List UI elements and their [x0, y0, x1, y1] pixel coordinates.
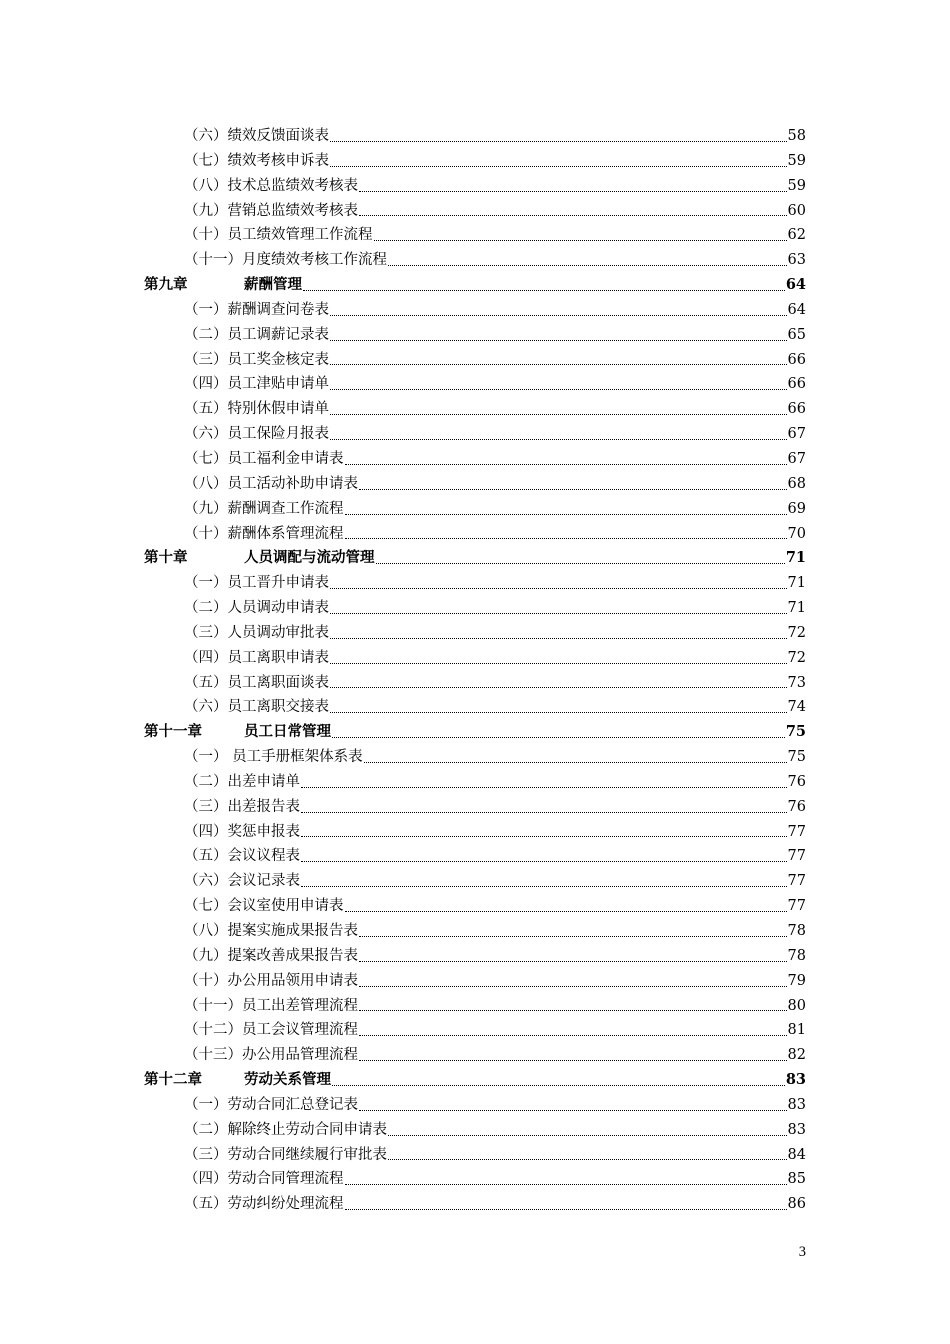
toc-page-number: 83	[787, 1121, 806, 1138]
toc-entry-label: （二）人员调动申请表	[184, 600, 329, 617]
dot-leader	[332, 1085, 785, 1086]
toc-entry-label: （一）薪酬调查问卷表	[184, 301, 329, 318]
toc-entry-row[interactable]	[144, 124, 806, 149]
dot-leader	[345, 538, 787, 539]
toc-entry-label: （八）技术总监绩效考核表	[184, 177, 358, 194]
toc-entry-row[interactable]	[144, 944, 806, 969]
toc-entry-row[interactable]	[144, 844, 806, 869]
toc-entry-label: （十二）员工会议管理流程	[184, 1022, 358, 1039]
toc-entry-row[interactable]	[144, 447, 806, 472]
toc-entry-row[interactable]	[144, 372, 806, 397]
toc-page-number: 69	[787, 500, 806, 517]
toc-entry-label: （三）人员调动审批表	[184, 624, 329, 641]
toc-entry-label: （六）员工保险月报表	[184, 426, 329, 443]
toc-entry-label: （三）劳动合同继续履行审批表	[184, 1146, 387, 1163]
toc-page-number: 75	[785, 723, 806, 741]
toc-entry-label: （四）员工津贴申请单	[184, 376, 329, 393]
toc-entry-row[interactable]	[144, 199, 806, 224]
toc-entry-row[interactable]	[144, 472, 806, 497]
dot-leader	[330, 613, 787, 614]
dot-leader	[301, 812, 787, 813]
toc-entry-row[interactable]	[144, 1043, 806, 1068]
toc-entry-row[interactable]	[144, 994, 806, 1019]
toc-chapter-row[interactable]	[144, 273, 806, 298]
page-number: 3	[798, 1244, 806, 1260]
dot-leader	[388, 1135, 787, 1136]
dot-leader	[345, 514, 787, 515]
dot-leader	[345, 1184, 787, 1185]
toc-page-number: 67	[787, 450, 806, 467]
dot-leader	[364, 762, 787, 763]
toc-entry-label: （九）营销总监绩效考核表	[184, 202, 358, 219]
toc-entry-row[interactable]	[144, 1093, 806, 1118]
toc-entry-row[interactable]	[144, 969, 806, 994]
toc-page-number: 66	[787, 401, 806, 418]
toc-page-number: 77	[787, 873, 806, 890]
toc-page-number: 70	[787, 525, 806, 542]
toc-entry-label: （六）会议记录表	[184, 873, 300, 890]
toc-entry-row[interactable]	[144, 348, 806, 373]
toc-page-number: 78	[787, 947, 806, 964]
dot-leader	[332, 737, 785, 738]
toc-page-number: 82	[787, 1047, 806, 1064]
toc-entry-label: （二）员工调薪记录表	[184, 326, 329, 343]
toc-entry-label: （五）员工离职面谈表	[184, 674, 329, 691]
dot-leader	[330, 340, 787, 341]
toc-page-number: 59	[787, 152, 806, 169]
dot-leader	[345, 911, 787, 912]
toc-entry-label: （二）出差申请单	[184, 773, 300, 790]
toc-entry-label: （十）员工绩效管理工作流程	[184, 227, 373, 244]
toc-entry-row[interactable]	[144, 869, 806, 894]
toc-entry-row[interactable]	[144, 571, 806, 596]
dot-leader	[388, 1159, 787, 1160]
dot-leader	[330, 439, 787, 440]
toc-entry-row[interactable]	[144, 695, 806, 720]
table-of-contents	[144, 124, 806, 1217]
toc-page-number: 64	[785, 276, 806, 294]
toc-entry-row[interactable]	[144, 621, 806, 646]
toc-chapter-title: 薪酬管理	[244, 276, 302, 294]
dot-leader	[303, 290, 785, 291]
toc-entry-row[interactable]	[144, 646, 806, 671]
dot-leader	[330, 166, 787, 167]
dot-leader	[301, 836, 787, 837]
toc-chapter-row[interactable]	[144, 720, 806, 745]
toc-page-number: 64	[787, 301, 806, 318]
toc-page-number: 59	[787, 177, 806, 194]
toc-page-number: 71	[785, 549, 806, 567]
toc-page-number: 77	[787, 898, 806, 915]
toc-entry-label: （八）员工活动补助申请表	[184, 475, 358, 492]
dot-leader	[330, 663, 787, 664]
dot-leader	[359, 961, 787, 962]
toc-page-number: 75	[787, 749, 806, 766]
toc-page-number: 65	[787, 326, 806, 343]
toc-entry-label: （六）绩效反馈面谈表	[184, 128, 329, 144]
toc-chapter-title: 人员调配与流动管理	[244, 549, 375, 567]
toc-page-number: 67	[787, 426, 806, 443]
toc-page-number: 66	[787, 351, 806, 368]
dot-leader	[359, 1110, 787, 1111]
toc-chapter-label	[144, 720, 331, 745]
toc-entry-label: （九）提案改善成果报告表	[184, 947, 358, 964]
toc-page-number: 62	[787, 227, 806, 244]
dot-leader	[301, 861, 787, 862]
dot-leader	[330, 141, 787, 142]
dot-leader	[345, 464, 787, 465]
toc-page-number: 79	[787, 972, 806, 989]
dot-leader	[359, 489, 787, 490]
toc-entry-row[interactable]	[144, 248, 806, 273]
toc-entry-row[interactable]	[144, 745, 806, 770]
toc-chapter-title: 员工日常管理	[244, 723, 331, 741]
dot-leader	[330, 389, 787, 390]
toc-entry-row[interactable]	[144, 894, 806, 919]
toc-entry-label: （四）奖惩申报表	[184, 823, 300, 840]
toc-page-number: 83	[787, 1096, 806, 1113]
dot-leader	[359, 936, 787, 937]
dot-leader	[376, 563, 785, 564]
toc-page-number: 81	[787, 1022, 806, 1039]
dot-leader	[301, 787, 787, 788]
toc-entry-label: （四）员工离职申请表	[184, 649, 329, 666]
toc-entry-row[interactable]	[144, 1143, 806, 1168]
dot-leader	[388, 265, 787, 266]
toc-entry-row[interactable]	[144, 919, 806, 944]
toc-entry-row[interactable]	[144, 422, 806, 447]
dot-leader	[359, 1035, 787, 1036]
toc-entry-label: （五）会议议程表	[184, 848, 300, 865]
dot-leader	[345, 1209, 787, 1210]
toc-entry-label: （九）薪酬调查工作流程	[184, 500, 344, 517]
toc-entry-label: （七）绩效考核申诉表	[184, 152, 329, 169]
dot-leader	[359, 215, 787, 216]
toc-entry-label: （十）薪酬体系管理流程	[184, 525, 344, 542]
toc-page-number: 58	[787, 128, 806, 144]
dot-leader	[330, 638, 787, 639]
toc-page-number: 73	[787, 674, 806, 691]
toc-entry-label: （四）劳动合同管理流程	[184, 1171, 344, 1188]
toc-entry-label: （一） 员工手册框架体系表	[184, 749, 363, 766]
toc-entry-row[interactable]	[144, 149, 806, 174]
toc-page-number: 71	[787, 600, 806, 617]
dot-leader	[330, 588, 787, 589]
toc-entry-row[interactable]	[144, 323, 806, 348]
toc-entry-label: （二）解除终止劳动合同申请表	[184, 1121, 387, 1138]
toc-page-number: 68	[787, 475, 806, 492]
toc-page-number: 85	[787, 1171, 806, 1188]
toc-chapter-row[interactable]	[144, 546, 806, 571]
dot-leader	[301, 886, 787, 887]
dot-leader	[359, 191, 787, 192]
toc-chapter-number: 第十章	[144, 549, 188, 567]
dot-leader	[330, 687, 787, 688]
toc-page-number: 76	[787, 773, 806, 790]
dot-leader	[374, 240, 787, 241]
toc-page-number: 72	[787, 624, 806, 641]
toc-entry-row[interactable]	[144, 1118, 806, 1143]
toc-entry-row[interactable]	[144, 522, 806, 547]
toc-entry-row[interactable]	[144, 596, 806, 621]
toc-page-number: 84	[787, 1146, 806, 1163]
toc-chapter-label	[144, 546, 375, 571]
toc-chapter-title: 劳动关系管理	[244, 1071, 331, 1089]
toc-page-number: 86	[787, 1196, 806, 1213]
toc-page-number: 77	[787, 848, 806, 865]
toc-entry-label: （八）提案实施成果报告表	[184, 923, 358, 939]
toc-entry-row[interactable]	[144, 770, 806, 795]
toc-entry-row[interactable]	[144, 1167, 806, 1192]
toc-entry-label: （三）员工奖金核定表	[184, 351, 329, 368]
toc-entry-row[interactable]	[144, 397, 806, 422]
toc-page-number: 83	[785, 1071, 806, 1089]
toc-entry-row[interactable]	[144, 298, 806, 323]
toc-entry-row[interactable]	[144, 223, 806, 248]
toc-entry-label: （三）出差报告表	[184, 798, 300, 815]
dot-leader	[330, 315, 787, 316]
toc-chapter-label	[144, 273, 302, 298]
toc-entry-row[interactable]	[144, 497, 806, 522]
toc-entry-label: （十三）办公用品管理流程	[184, 1047, 358, 1064]
toc-entry-label: （五）特别休假申请单	[184, 401, 329, 418]
dot-leader	[359, 1010, 787, 1011]
toc-entry-label: （十一）月度绩效考核工作流程	[184, 252, 387, 269]
toc-entry-label: （六）员工离职交接表	[184, 699, 329, 716]
toc-page-number: 74	[787, 699, 806, 716]
dot-leader	[330, 364, 787, 365]
toc-entry-row[interactable]	[144, 671, 806, 696]
toc-chapter-row[interactable]	[144, 1068, 806, 1093]
toc-page-number: 60	[787, 202, 806, 219]
toc-entry-label: （一）员工晋升申请表	[184, 575, 329, 592]
toc-chapter-label	[144, 1068, 331, 1093]
toc-page-number: 71	[787, 575, 806, 592]
toc-page-number: 78	[787, 923, 806, 939]
dot-leader	[330, 414, 787, 415]
toc-entry-label: （十）办公用品领用申请表	[184, 972, 358, 989]
toc-page-number: 77	[787, 823, 806, 840]
toc-entry-row[interactable]	[144, 820, 806, 845]
toc-page-number: 80	[787, 997, 806, 1014]
toc-page-number: 72	[787, 649, 806, 666]
toc-chapter-number: 第十二章	[144, 1071, 202, 1089]
toc-chapter-number: 第十一章	[144, 723, 202, 741]
dot-leader	[359, 1060, 787, 1061]
toc-entry-row[interactable]	[144, 1192, 806, 1217]
toc-entry-label: （七）员工福利金申请表	[184, 450, 344, 467]
dot-leader	[359, 986, 787, 987]
toc-entry-row[interactable]	[144, 795, 806, 820]
toc-entry-label: （五）劳动纠纷处理流程	[184, 1196, 344, 1213]
toc-page-number: 76	[787, 798, 806, 815]
toc-entry-label: （一）劳动合同汇总登记表	[184, 1096, 358, 1113]
toc-entry-label: （七）会议室使用申请表	[184, 898, 344, 915]
toc-entry-label: （十一）员工出差管理流程	[184, 997, 358, 1014]
toc-page-number: 63	[787, 252, 806, 269]
toc-entry-row[interactable]	[144, 174, 806, 199]
toc-chapter-number: 第九章	[144, 276, 188, 294]
dot-leader	[330, 712, 787, 713]
toc-entry-row[interactable]	[144, 1018, 806, 1043]
toc-page-number: 66	[787, 376, 806, 393]
